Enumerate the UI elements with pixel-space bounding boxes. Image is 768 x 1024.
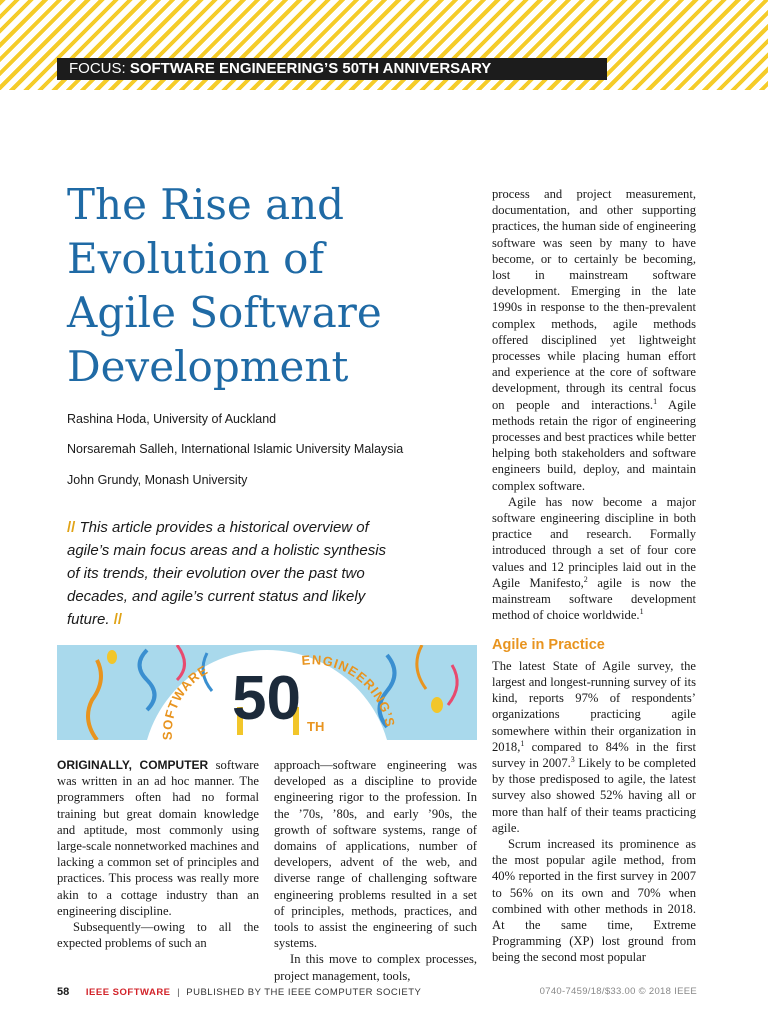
paragraph	[492, 494, 696, 624]
text-run: compared to 84% in the first survey in 2007.	[492, 739, 696, 770]
abstract-text: This article provides a historical overview of agile’s main focus areas and a holistic synthesis of its trends, their evolution over the past two decades, and agile’s current status and likely future.	[67, 519, 387, 628]
author-name: Norsaremah Salleh	[67, 442, 174, 456]
text-run: agile is now the mainstream software development method of choice worldwide.	[492, 575, 696, 623]
author-name: John Grundy	[67, 473, 138, 487]
text-run: software was written in an ad hoc manner. The programmers often had no formal training but great domain knowledge and aptitude, most commonly using large-scale nonnetworked machines and lacking a common set of principles and practices. This process was really more akin to a cottage industry than an engineering discipline.	[57, 758, 259, 918]
article-title	[67, 178, 477, 394]
author	[67, 412, 276, 426]
title-line: Evolution of	[67, 234, 324, 283]
text-run: The latest State of Agile survey, the largest and longest-running survey of its kind, reports 97% of respondents’ organizations practicing agile somewhere within their organization in 2018,	[492, 658, 696, 754]
author-affiliation: , University of Auckland	[146, 412, 277, 426]
paragraph	[492, 658, 696, 836]
citation: 1	[639, 607, 644, 617]
paragraph: Scrum increased its prominence as the most popular agile method, from 40% reported in the first survey in 2007 to 56% on its own and 70% when combined with other methods in 2018. At the same time, Extreme Programming (XP) lost ground from being the second most popular	[492, 836, 696, 965]
text-run: process and project measurement, documentation, and other supporting practices, the human side of engineering software was seen by many to have become, or to certainly be becoming, lost in mainstream software development. Emerging in the late 1990s in response to the then-prevalent complex methods, agile methods offered disciplined yet lightweight processes while placing human effort and experience at the core of software development, through its central focus on people and interactions.	[492, 187, 696, 412]
paragraph	[57, 757, 259, 919]
banner-number: 50	[232, 664, 301, 733]
focus-bar	[57, 58, 607, 80]
title-line: Development	[67, 342, 349, 391]
publication-name: IEEE SOFTWARE	[85, 987, 171, 998]
anniversary-illustration	[57, 645, 477, 740]
author-name: Rashina Hoda	[67, 412, 147, 426]
text-run: Agile has now become a major software engineering discipline in both practice and research. Formally introduced through a set of four core values and 12 principles laid out in the Agile Manifesto,	[492, 494, 696, 590]
anniversary-banner	[57, 645, 477, 740]
paragraph: Subsequently—owing to all the expected problems of such an	[57, 920, 259, 951]
body-column-left	[57, 757, 259, 951]
page-number: 58	[57, 986, 70, 998]
banner-right-word: ENGINEERING’S	[301, 652, 399, 729]
banner-left-word: SOFTWARE	[159, 661, 211, 740]
focus-label: FOCUS:	[69, 60, 126, 77]
citation: 1	[520, 738, 525, 748]
section-heading: Agile in Practice	[492, 637, 605, 654]
title-line: The Rise and	[67, 180, 345, 229]
paragraph: In this move to complex processes, project management, tools,	[274, 952, 477, 983]
abstract-open-mark: //	[67, 519, 76, 536]
paragraph: approach—software engineering was developed as a discipline to provide engineering rigor to the profession. In the ’70s, ’80s, and early ’90s, the growth of software systems, range of domains of applications, number of developers, advent of the web, and diverse range of challenging software engineering problems resulted in a set of principles, methods, practices, and tools to assist the engineering of such systems.	[274, 758, 477, 951]
author-affiliation: , Monash University	[137, 473, 248, 487]
footer-separator: |	[177, 987, 180, 998]
author	[67, 442, 403, 456]
citation: 2	[583, 574, 588, 584]
body-column-right	[492, 186, 696, 966]
text-run: Likely to be completed by those predisposed to agile, the latest survey also showed 52% having all or more than half of their teams practicing agile.	[492, 755, 696, 835]
focus-topic: SOFTWARE ENGINEERING’S 50TH ANNIVERSARY	[129, 60, 492, 77]
page-footer	[57, 984, 697, 1000]
paragraph	[492, 186, 696, 494]
text-run: Agile methods retain the rigor of engineering processes and best practices while better helping both stakeholders and software engineers build, deploy, and maintain complex software.	[492, 397, 696, 493]
abstract-close-mark: //	[113, 611, 123, 628]
run-in-heading: ORIGINALLY, COMPUTER	[57, 758, 209, 772]
author-affiliation: , International Islamic University Malaysia	[174, 442, 404, 456]
body-column-middle	[274, 757, 477, 984]
publisher-name: PUBLISHED BY THE IEEE COMPUTER SOCIETY	[186, 987, 422, 998]
title-line: Agile Software	[67, 288, 382, 337]
citation: 1	[653, 396, 658, 406]
banner-suffix: TH	[307, 719, 325, 734]
author	[67, 473, 247, 487]
citation: 3	[570, 754, 575, 764]
copyright-line: 0740-7459/18/$33.00 © 2018 IEEE	[539, 986, 697, 997]
abstract	[67, 516, 397, 631]
